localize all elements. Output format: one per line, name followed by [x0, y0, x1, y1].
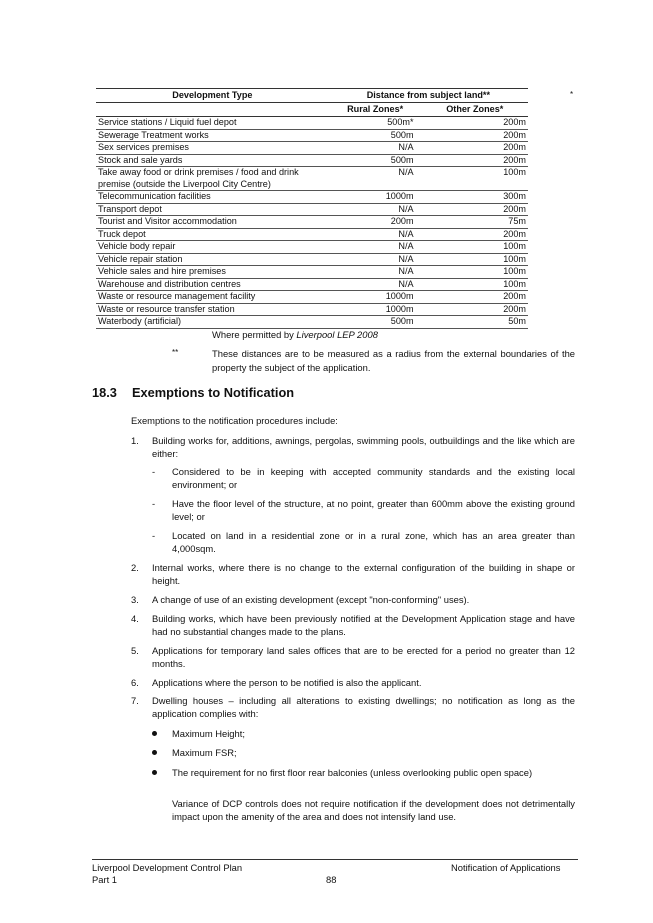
cell-rural: 500m: [329, 316, 422, 329]
item-number: 4.: [131, 613, 139, 624]
cell-other: 200m: [422, 154, 528, 167]
cell-rural: 200m: [329, 216, 422, 229]
table-row: [96, 154, 528, 167]
cell-type: Waste or resource transfer station: [96, 303, 329, 316]
bullet-text: Maximum FSR;: [172, 747, 237, 758]
cell-type: Waterbody (artificial): [96, 316, 329, 329]
sub-text: Located on land in a residential zone or in a rural zone, which has an area greater than 4,000sqm.: [172, 530, 575, 554]
section-title: Exemptions to Notification: [132, 385, 295, 400]
header-other: Other Zones*: [422, 103, 528, 117]
cell-type: Vehicle repair station: [96, 253, 329, 266]
table-row: [96, 278, 528, 291]
header-distance: Distance from subject land**: [329, 89, 528, 103]
cell-other: 100m: [422, 253, 528, 266]
header-development-type: Development Type: [96, 89, 329, 103]
bullet-item-2: [152, 746, 575, 759]
cell-rural: 1000m: [329, 291, 422, 304]
intro-text: Exemptions to the notification procedures include:: [131, 415, 338, 426]
cell-rural: N/A: [329, 241, 422, 254]
cell-rural: 500m: [329, 129, 422, 142]
cell-rural: N/A: [329, 228, 422, 241]
table-row: [96, 129, 528, 142]
table-row: [96, 167, 528, 191]
cell-type: Waste or resource management facility: [96, 291, 329, 304]
cell-other: 75m: [422, 216, 528, 229]
cell-type: Transport depot: [96, 203, 329, 216]
cell-rural: N/A: [329, 266, 422, 279]
table-row: [96, 191, 528, 204]
distance-table: [96, 88, 528, 329]
table-row: [96, 216, 528, 229]
item-text: Building works for, additions, awnings, pergolas, swimming pools, outbuildings and the like which are either:: [152, 435, 575, 459]
list-item-5: [131, 644, 575, 670]
footer-doc-title: Liverpool Development Control Plan: [92, 862, 243, 873]
list-item-4: [131, 612, 575, 638]
item-number: 2.: [131, 562, 139, 573]
list-item-7: [131, 694, 575, 720]
footer-part: Part 1: [92, 874, 118, 885]
list-item-1: [131, 434, 575, 460]
table-row: [96, 228, 528, 241]
cell-other: 200m: [422, 291, 528, 304]
table-row: [96, 316, 528, 329]
sub-item-3: [152, 529, 575, 555]
cell-type: Take away food or drink premises / food and drink premise (outside the Liverpool City Centre): [96, 167, 329, 191]
dash-bullet: -: [152, 466, 156, 477]
cell-type: Telecommunication facilities: [96, 191, 329, 204]
table-row: [96, 203, 528, 216]
cell-other: 50m: [422, 316, 528, 329]
table-row: [96, 142, 528, 155]
section-number: 18.3: [92, 385, 117, 400]
bullet-text: Maximum Height;: [172, 728, 245, 739]
cell-rural: N/A: [329, 203, 422, 216]
item-text: Internal works, where there is no change to the external configuration of the building in shape or height.: [152, 562, 575, 586]
footer-page-number: 88: [326, 874, 337, 885]
list-item-6: [131, 676, 575, 689]
footer-section: Notification of Applications: [451, 862, 561, 873]
closing-paragraph: Variance of DCP controls does not require notification if the development does not detrimentally impact upon the amenity of the area and does not intensify land use.: [172, 798, 575, 822]
table-row: [96, 117, 528, 130]
item-text: A change of use of an existing development (except "non-conforming" uses).: [152, 594, 470, 605]
sub-text: Have the floor level of the structure, at no point, greater than 600mm above the existing ground level; or: [172, 498, 575, 522]
table-row: [96, 241, 528, 254]
bullet-text: The requirement for no first floor rear balconies (unless overlooking public open space): [172, 767, 533, 778]
cell-other: 200m: [422, 303, 528, 316]
cell-type: Warehouse and distribution centres: [96, 278, 329, 291]
cell-rural: N/A: [329, 167, 422, 191]
cell-rural: 500m*: [329, 117, 422, 130]
list-item-3: [131, 593, 575, 606]
cell-type: Truck depot: [96, 228, 329, 241]
note1-italic: Liverpool LEP 2008: [296, 329, 378, 340]
item-text: Applications where the person to be notified is also the applicant.: [152, 677, 422, 688]
cell-rural: 1000m: [329, 191, 422, 204]
cell-other: 200m: [422, 129, 528, 142]
cell-type: Stock and sale yards: [96, 154, 329, 167]
table-row: [96, 253, 528, 266]
item-number: 5.: [131, 645, 139, 656]
side-asterisk: *: [570, 90, 574, 99]
table-row: [96, 291, 528, 304]
bullet-dot: [152, 731, 157, 736]
cell-other: 200m: [422, 117, 528, 130]
item-number: 6.: [131, 677, 139, 688]
header-rural: Rural Zones*: [329, 103, 422, 117]
footer-rule: [92, 859, 578, 860]
bullet-dot: [152, 750, 157, 755]
cell-other: 100m: [422, 167, 528, 191]
sub-item-1: [152, 465, 575, 491]
table-row: [96, 303, 528, 316]
note-permitted: [212, 329, 378, 340]
cell-type: Vehicle sales and hire premises: [96, 266, 329, 279]
item-text: Building works, which have been previously notified at the Development Application stage and have had no substantial changes made to the plans.: [152, 613, 575, 637]
table-row: [96, 266, 528, 279]
cell-rural: N/A: [329, 253, 422, 266]
list-item-2: [131, 561, 575, 587]
cell-other: 300m: [422, 191, 528, 204]
item-text: Applications for temporary land sales offices that are to be erected for a period no greater than 12 months.: [152, 645, 575, 669]
bullet-item-3: [152, 766, 575, 779]
cell-other: 200m: [422, 228, 528, 241]
bullet-item-1: [152, 727, 575, 740]
item-number: 3.: [131, 594, 139, 605]
note1-prefix: Where permitted by: [212, 329, 297, 340]
item-number: 7.: [131, 695, 139, 706]
item-text: Dwelling houses – including all alterations to existing dwellings; no notification as long as the application complies with:: [152, 695, 575, 719]
cell-type: Sewerage Treatment works: [96, 129, 329, 142]
bullet-dot: [152, 770, 157, 775]
header-blank: [96, 103, 329, 117]
note2-mark: **: [172, 348, 179, 357]
cell-type: Tourist and Visitor accommodation: [96, 216, 329, 229]
dash-bullet: -: [152, 498, 156, 509]
item-number: 1.: [131, 435, 139, 446]
note-distances: These distances are to be measured as a radius from the external boundaries of the property the subject of the application.: [212, 348, 575, 373]
sub-text: Considered to be in keeping with accepted community standards and the existing local environment; or: [172, 466, 575, 490]
cell-other: 100m: [422, 241, 528, 254]
cell-type: Sex services premises: [96, 142, 329, 155]
dash-bullet: -: [152, 530, 156, 541]
cell-rural: N/A: [329, 278, 422, 291]
cell-type: Service stations / Liquid fuel depot: [96, 117, 329, 130]
cell-type: Vehicle body repair: [96, 241, 329, 254]
sub-item-2: [152, 497, 575, 523]
cell-rural: N/A: [329, 142, 422, 155]
cell-rural: 1000m: [329, 303, 422, 316]
section-heading: [92, 385, 294, 400]
cell-other: 100m: [422, 278, 528, 291]
cell-other: 200m: [422, 142, 528, 155]
cell-other: 100m: [422, 266, 528, 279]
cell-other: 200m: [422, 203, 528, 216]
cell-rural: 500m: [329, 154, 422, 167]
